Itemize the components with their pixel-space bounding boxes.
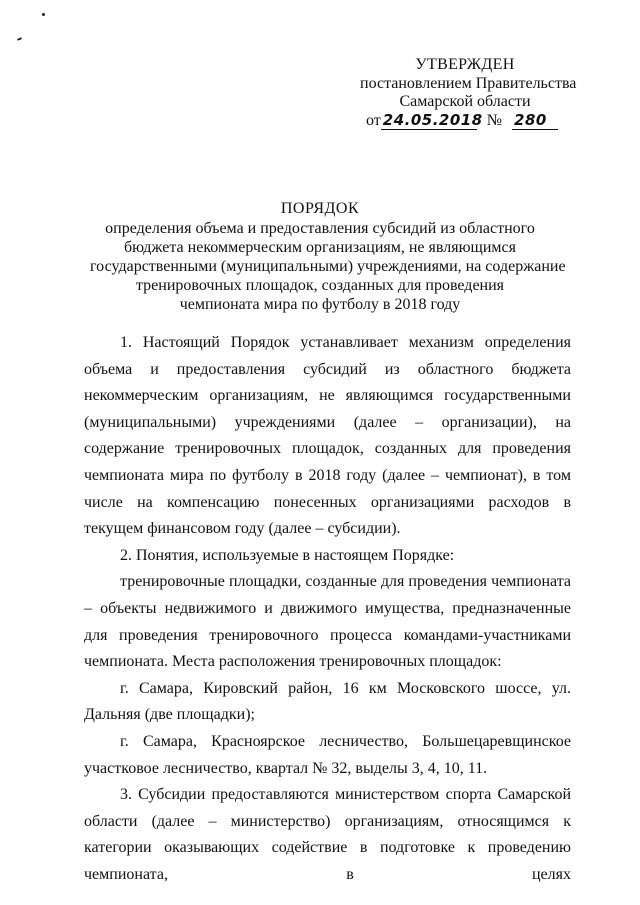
approval-line-2: Самарской области: [399, 93, 531, 110]
scan-speck: [42, 13, 45, 16]
paragraph-2: 2. Понятия, используемые в настоящем Порядке:: [120, 546, 455, 564]
paragraph-5: г. Самара, Красноярское лесничество, Большецаревщинское участковое лесничество, квартал № 32, выделы 3, 4, 10, 11.: [84, 732, 571, 777]
approval-date: 24.05.2018: [382, 111, 483, 129]
document-subtitle-line: определения объема и предоставления субсидий из областного: [105, 220, 535, 237]
from-label: от: [366, 112, 381, 129]
document-subtitle-line: тренировочных площадок, созданных для проведения: [135, 277, 505, 294]
paragraph-4: г. Самара, Кировский район, 16 км Московского шоссе, ул. Дальняя (две площадки);: [84, 679, 571, 724]
document-subtitle-line: бюджета некоммерческим организациям, не являющимся: [124, 239, 516, 256]
paragraph-3: тренировочные площадки, созданные для проведения чемпионата – объекты недвижимого и движимого имущества, предназначенные для проведения тренировочного процесса командами-участниками чемпионата. Места расположения тренировочных площадок:: [84, 573, 571, 671]
approval-line-1: постановлением Правительства: [360, 75, 577, 92]
approval-block: [360, 56, 577, 130]
document-subtitle-line: чемпионата мира по футболу в 2018 году: [179, 296, 461, 313]
number-label: №: [486, 112, 503, 129]
approval-date-line: [360, 111, 570, 130]
document-subtitle-line: государственными (муниципальными) учреждениями, на содержание: [90, 258, 566, 275]
document-title: ПОРЯДОК: [280, 200, 360, 217]
document-heading: [90, 199, 566, 314]
paragraph-6: 3. Субсидии предоставляются министерством спорта Самарской области (далее – министерство) организациям, относящимся к категории оказывающих содействие в подготовке к проведению чемпионата, в целях: [84, 786, 571, 883]
paragraph-1: 1. Настоящий Порядок устанавливает механизм определения объема и предоставления субсидий из областного бюджета некоммерческим организациям, не являющимся государственными (муниципальными) учреждениями (далее – организации), на содержание тренировочных площадок, созданных для проведения чемпионата мира по футболу в 2018 году (далее – чемпионат), в том числе на компенсацию понесенных организациями расходов в текущем финансовом году (далее – субсидии).: [84, 334, 571, 538]
document-body: [84, 330, 571, 888]
scan-speck: [17, 37, 22, 41]
approval-title: УТВЕРЖДЕН: [415, 56, 515, 73]
approval-number: 280: [512, 111, 558, 130]
